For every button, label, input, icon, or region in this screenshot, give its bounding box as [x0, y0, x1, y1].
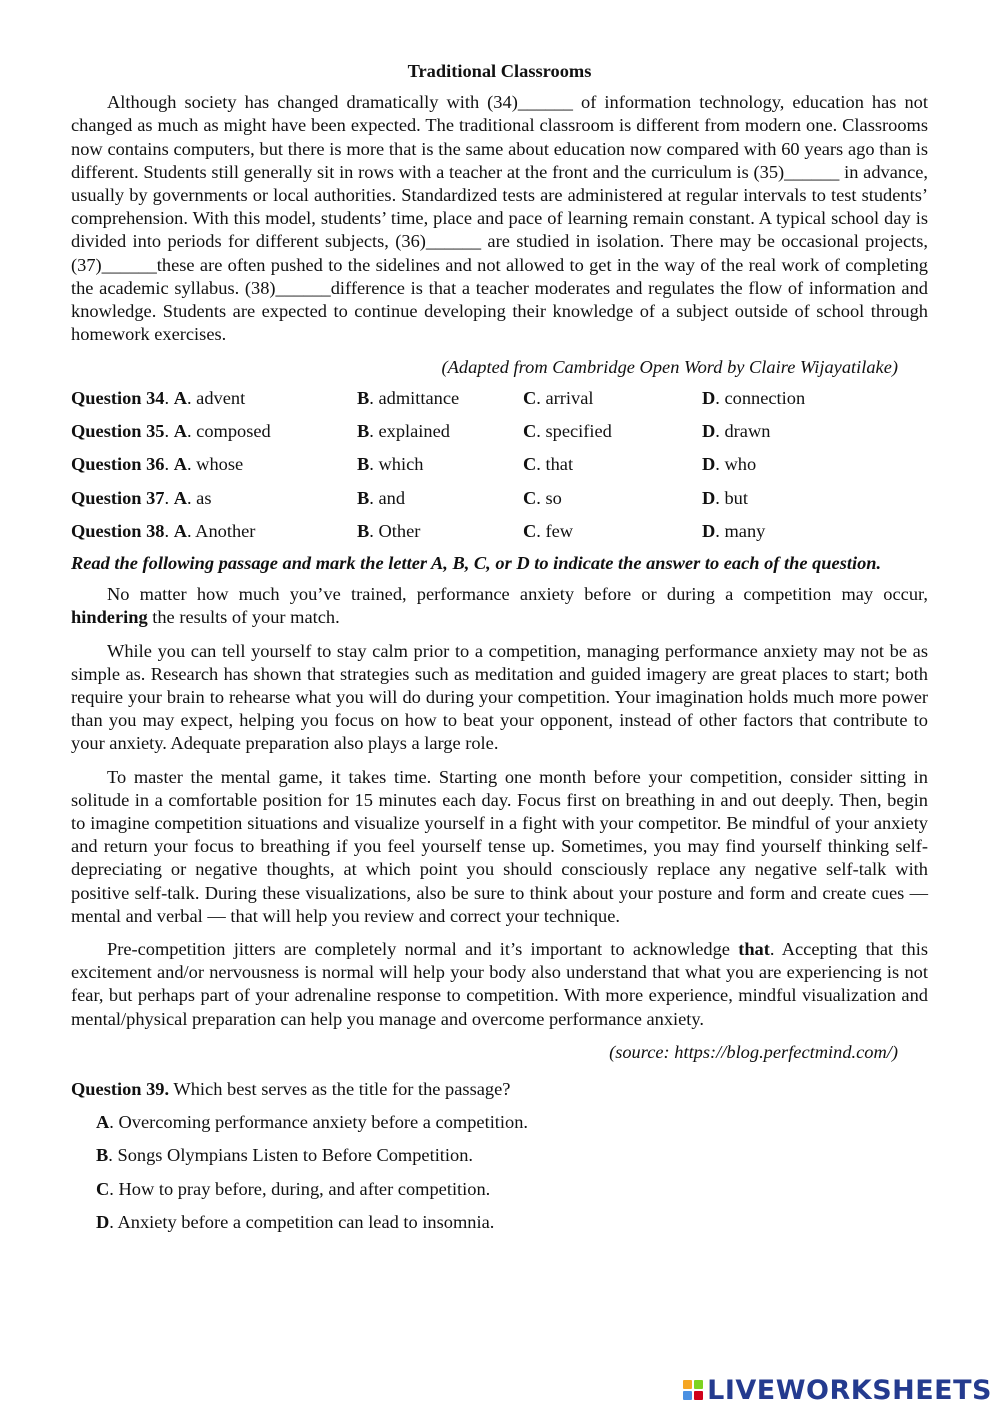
option-c[interactable]: . so — [536, 487, 562, 508]
paragraph-text: . Accepting that this excitement and/or nervousness is normal will help your body also understand that what you are experiencing is not fear, but perhaps part of your adrenaline response to competition. With more experience, mindful visualization and mental/physical preparation can help you manage and overcome performance anxiety. — [71, 938, 928, 1029]
question-39-option-d[interactable] — [96, 1211, 928, 1234]
option-a[interactable]: . composed — [186, 420, 271, 441]
option-b[interactable]: . and — [369, 487, 406, 508]
option-text: . How to pray before, during, and after competition. — [109, 1178, 491, 1199]
option-b[interactable]: . Other — [369, 520, 421, 541]
option-letter: C — [523, 420, 537, 441]
question-39 — [71, 1078, 928, 1101]
option-letter: A — [173, 420, 187, 441]
option-letter: C — [523, 387, 537, 408]
option-letter: D — [702, 520, 716, 541]
question-39-option-b[interactable] — [96, 1144, 928, 1167]
option-letter: D — [702, 387, 716, 408]
question-37-row: Question 37. A. as B. and C. so D. but — [71, 487, 748, 508]
bold-word-hindering: hindering — [71, 607, 148, 628]
option-c[interactable]: . specified — [536, 420, 612, 441]
passage-2-paragraph-2: While you can tell yourself to stay calm prior to a competition, managing performance anxiety may not be as simple as. Research has shown that strategies such as meditation and guided imagery are great places to start; both require your brain to rehearse what you will do during your competition. Your imagination holds much more power than you may expect, helping you focus on how to beat your opponent, instead of other factors that contribute to your anxiety. Adequate preparation also plays a large role. — [71, 640, 928, 754]
bold-word-that: that — [738, 938, 770, 959]
passage-1-source: (Adapted from Cambridge Open Word by Claire Wijayatilake) — [441, 357, 898, 378]
option-a[interactable]: . whose — [186, 454, 244, 475]
option-c[interactable]: . that — [536, 454, 574, 475]
question-label: Question 35 — [71, 420, 165, 441]
passage-2-paragraph-1 — [71, 583, 928, 629]
option-d[interactable]: . who — [715, 454, 757, 475]
passage-2-source: (source: https://blog.perfectmind.com/) — [609, 1041, 898, 1062]
option-letter: C — [523, 520, 537, 541]
passage-2-paragraph-4 — [71, 938, 928, 1031]
question-label: Question 36 — [71, 454, 165, 475]
option-text: . Anxiety before a competition can lead to insomnia. — [109, 1211, 495, 1232]
passage-1-text: Although society has changed dramatically with (34)______ of information technology, education has not changed as much as might have been expected. The traditional classroom is different from modern one. Classrooms now contains computers, but there is more that is the same about education now compared with 60 years ago than is different. Students still generally sit in rows with a teacher at the front and the curriculum is (35)______ in advance, usually by governments or local authorities. Standardized tests are administered at regular intervals to test students’ comprehension. With this model, students’ time, place and pace of learning remain constant. A typical school day is divided into periods for different subjects, (36)______ are studied in isolation. There may be occasional projects, (37)______these are often pushed to the sidelines and not allowed to get in the way of the real work of completing the academic syllabus. (38)______difference is that a teacher moderates and regulates the flow of information and knowledge. Students are expected to continue developing their knowledge of a subject outside of school through homework exercises. — [71, 92, 928, 345]
option-text: . Songs Olympians Listen to Before Competition. — [108, 1145, 474, 1166]
question-39-option-a[interactable] — [96, 1111, 928, 1134]
question-text: Which best serves as the title for the passage? — [169, 1078, 511, 1099]
question-38-row: Question 38. A. Another B. Other C. few D. many — [71, 520, 766, 541]
logo-icon — [683, 1380, 703, 1400]
option-d[interactable]: . but — [715, 487, 748, 508]
paragraph-text: No matter how much you’ve trained, performance anxiety before or during a competition may occur, — [107, 584, 928, 605]
option-a[interactable]: . advent — [186, 387, 246, 408]
logo-text: LIVEWORKSHEETS — [707, 1374, 992, 1406]
question-label: Question 37 — [71, 487, 165, 508]
question-36-row: Question 36. A. whose B. which C. that D. who — [71, 454, 757, 475]
option-letter: B — [357, 454, 370, 475]
option-letter: C — [523, 487, 537, 508]
option-d[interactable]: . connection — [715, 387, 806, 408]
option-letter: D — [702, 454, 716, 475]
option-b[interactable]: . which — [369, 454, 424, 475]
question-35-row: Question 35. A. composed B. explained C. specified D. drawn — [71, 420, 771, 441]
option-text: . Overcoming performance anxiety before a competition. — [109, 1112, 529, 1133]
option-b[interactable]: . admittance — [369, 387, 460, 408]
logo-tile — [683, 1380, 692, 1389]
question-label: Question 38 — [71, 520, 165, 541]
question-label: Question 39. — [71, 1078, 170, 1099]
option-letter: A — [173, 487, 187, 508]
option-letter: B — [357, 487, 370, 508]
liveworksheets-logo — [683, 1373, 992, 1407]
option-letter: B — [357, 520, 370, 541]
question-39-option-c[interactable] — [96, 1178, 928, 1201]
question-label: Question 34 — [71, 387, 165, 408]
option-letter: A — [173, 454, 187, 475]
option-letter: A — [96, 1112, 110, 1133]
logo-tile — [694, 1391, 703, 1400]
question-34-row: Question 34. A. advent B. admittance C. arrival D. connection — [71, 387, 806, 408]
passage-2-paragraph-3: To master the mental game, it takes time. Starting one month before your competition, consider sitting in solitude in a comfortable position for 15 minutes each day. Focus first on breathing in and out deeply. Then, begin to imagine competition situations and visualize yourself in a fight with your competitor. Be mindful of your anxiety and return your focus to breathing if you feel yourself tense up. Sometimes, you may find yourself thinking self-depreciating or negative thoughts, at which point you should consciously replace any negative self-talk with positive self-talk. During these visualizations, also be sure to think about your posture and form and create cues — mental and verbal — that will help you review and correct your technique. — [71, 766, 928, 926]
option-letter: D — [702, 420, 716, 441]
option-letter: A — [173, 387, 187, 408]
option-letter: B — [96, 1145, 109, 1166]
paragraph-text: the results of your match. — [147, 607, 340, 628]
option-letter: B — [357, 420, 370, 441]
option-c[interactable]: . arrival — [536, 387, 594, 408]
reading-instruction: Read the following passage and mark the letter A, B, C, or D to indicate the answer to each of the question. — [71, 553, 882, 574]
option-a[interactable]: . Another — [186, 520, 256, 541]
logo-tile — [683, 1391, 692, 1400]
worksheet-page — [71, 60, 928, 1234]
logo-tile — [694, 1380, 703, 1389]
option-letter: A — [173, 520, 187, 541]
option-d[interactable]: . many — [715, 520, 766, 541]
option-d[interactable]: . drawn — [715, 420, 771, 441]
option-a[interactable]: . as — [186, 487, 212, 508]
questions-34-38 — [71, 382, 928, 548]
paragraph-text: Pre-competition jitters are completely normal and it’s important to acknowledge — [107, 938, 739, 959]
option-letter: C — [523, 454, 537, 475]
option-letter: C — [96, 1178, 110, 1199]
option-b[interactable]: . explained — [369, 420, 450, 441]
option-letter: D — [96, 1211, 110, 1232]
option-c[interactable]: . few — [536, 520, 574, 541]
option-letter: B — [357, 387, 370, 408]
option-letter: D — [702, 487, 716, 508]
passage-title: Traditional Classrooms — [407, 61, 592, 81]
